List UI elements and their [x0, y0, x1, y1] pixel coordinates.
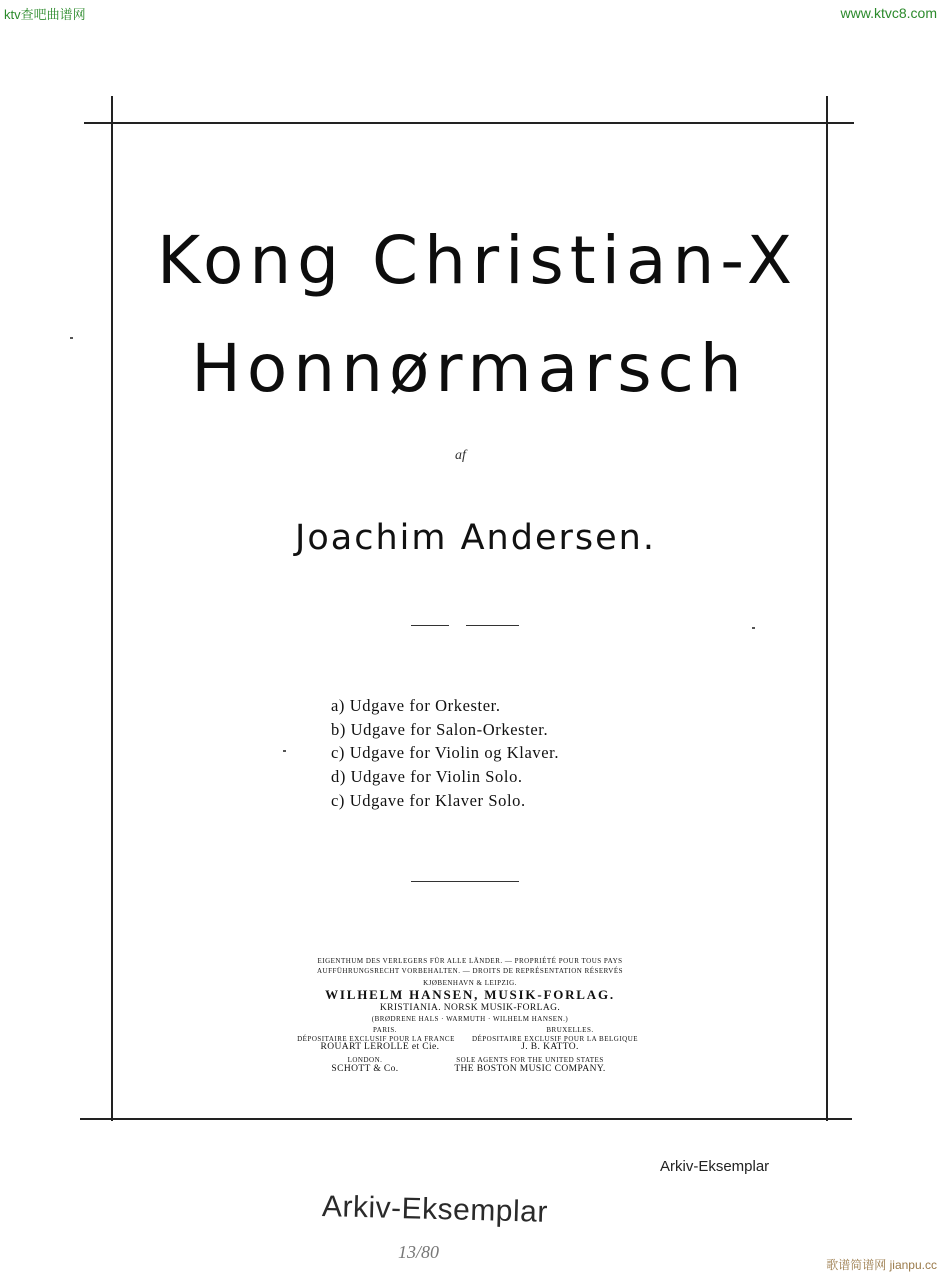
- speck: [752, 627, 755, 629]
- archive-stamp-large: Arkiv-Eksemplar: [321, 1190, 549, 1229]
- speck: [70, 337, 73, 339]
- london-city: LONDON.: [347, 1056, 383, 1064]
- us-agent: THE BOSTON MUSIC COMPANY.: [454, 1064, 606, 1074]
- edition-item: b) Udgave for Salon-Orkester.: [331, 719, 549, 739]
- paris-note: DÉPOSITAIRE EXCLUSIF POUR LA FRANCE: [297, 1035, 455, 1043]
- by-label: af: [455, 448, 466, 463]
- site-watermark-top-left: ktv查吧曲谱网: [4, 7, 86, 22]
- site-watermark-bottom-right: 歌谱简谱网 jianpu.cc: [826, 1258, 937, 1272]
- title-line-1: Kong Christian-X: [156, 222, 799, 299]
- bruxelles-city: BRUXELLES.: [546, 1026, 594, 1034]
- rights-line-2: AUFFÜHRUNGSRECHT VORBEHALTEN. — DROITS DE REPRÉSENTATION RÉSERVÉS: [316, 967, 624, 975]
- speck: [283, 750, 286, 752]
- editions-list: [331, 694, 559, 813]
- bruxelles-agent: J. B. KATTO.: [521, 1042, 579, 1052]
- site-watermark-top-right: www.ktvc8.com: [840, 5, 937, 21]
- frame-top-rule: [84, 122, 854, 124]
- publisher-branch-note: (BRØDRENE HALS · WARMUTH · WILHELM HANSEN.): [371, 1015, 569, 1023]
- composer-name: Joachim Andersen.: [295, 518, 656, 558]
- publisher-name: WILHELM HANSEN, MUSIK-FORLAG.: [325, 987, 615, 1002]
- separator-rule: [411, 881, 519, 882]
- us-agents-note: SOLE AGENTS FOR THE UNITED STATES: [456, 1056, 604, 1064]
- title-line-2: Honnørmarsch: [191, 330, 748, 407]
- handwritten-note: 13/80: [398, 1242, 440, 1262]
- edition-item: d) Udgave for Violin Solo.: [331, 767, 523, 787]
- separator-rule: [411, 625, 449, 626]
- publisher-cities: KJØBENHAVN & LEIPZIG.: [423, 979, 517, 987]
- edition-item: a) Udgave for Orkester.: [331, 696, 501, 715]
- frame-bottom-rule: [80, 1118, 852, 1120]
- bruxelles-note: DÉPOSITAIRE EXCLUSIF POUR LA BELGIQUE: [471, 1035, 639, 1043]
- paris-agent: ROUART LEROLLE et Cie.: [320, 1042, 440, 1052]
- publisher-branch: KRISTIANIA. NORSK MUSIK-FORLAG.: [379, 1003, 561, 1013]
- edition-item: c) Udgave for Violin og Klaver.: [331, 743, 560, 763]
- london-agent: SCHOTT & Co.: [331, 1064, 399, 1074]
- separator-rule: [466, 625, 519, 626]
- archive-stamp-small: Arkiv-Eksemplar: [660, 1158, 770, 1175]
- edition-item: c) Udgave for Klaver Solo.: [331, 790, 526, 810]
- paris-city: PARIS.: [373, 1026, 397, 1034]
- rights-line-1: EIGENTHUM DES VERLEGERS FÜR ALLE LÄNDER. — PROPRIÉTÉ POUR TOUS PAYS: [317, 957, 623, 965]
